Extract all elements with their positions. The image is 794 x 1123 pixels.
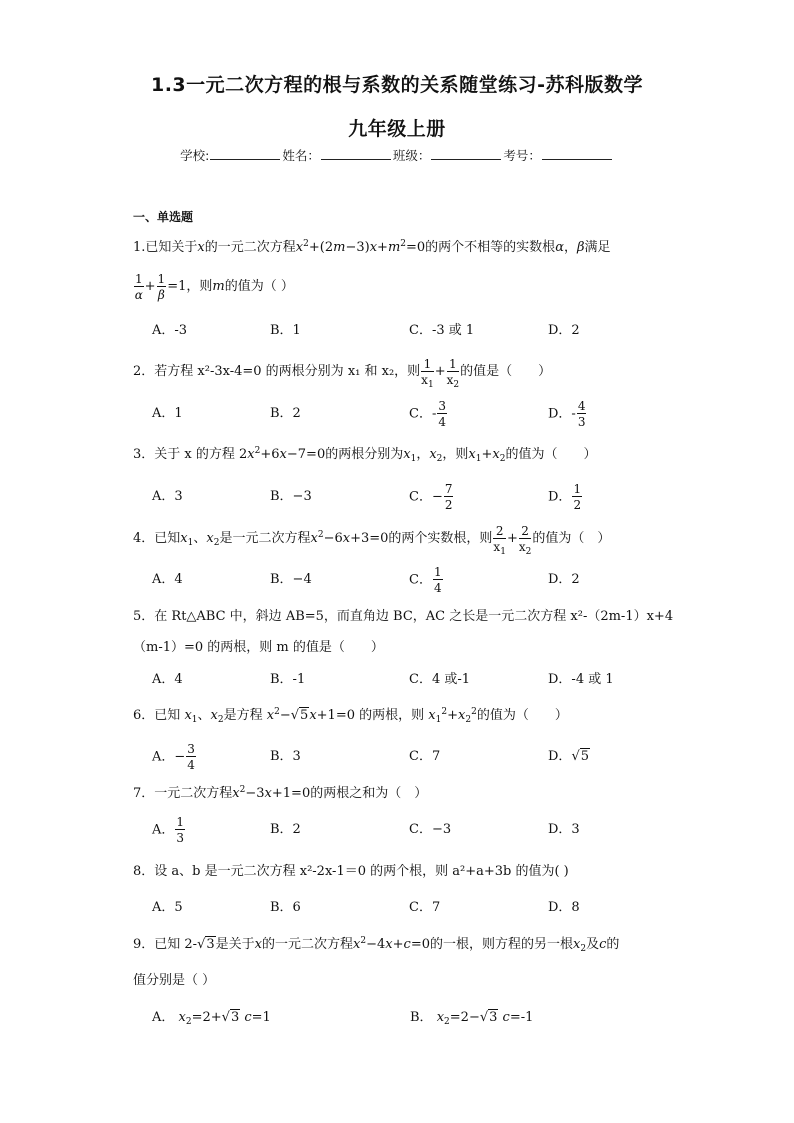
option-a[interactable]: A．-3 — [152, 323, 188, 338]
question-7: 7．一元二次方程$x^2-3x+1=0$的两根之和为（ ） — [133, 785, 428, 801]
section-heading: 一、单选题 — [133, 210, 194, 224]
question-3-options — [152, 483, 672, 511]
option-b[interactable]: B．−4 — [270, 572, 312, 587]
question-4: 4．已知$x_1$、$x_2$是一元二次方程$x^2-6x+3=0$的两个实数根，则 $\frac{2}{x_1}$ + $\frac{2}{x_2}$ 的值为（ ） — [133, 523, 611, 557]
option-a[interactable]: A．4 — [152, 672, 183, 687]
option-d[interactable]: D．- $\frac{4}{3}$ — [548, 399, 586, 429]
question-1-options — [152, 317, 672, 345]
question-2-options — [152, 400, 672, 428]
question-8-options — [152, 894, 672, 922]
option-a[interactable]: A．1 — [152, 406, 183, 421]
option-b[interactable]: B．2 — [270, 822, 301, 837]
option-c[interactable]: C．−3 — [409, 822, 452, 837]
question-1-line-2: $\frac{1}{\alpha}$ + $\frac{1}{\beta}$ =1，则m的值为（ ） — [134, 271, 294, 302]
option-d[interactable]: D．√5 — [548, 749, 590, 764]
name-blank[interactable] — [321, 148, 391, 160]
option-b[interactable]: B．6 — [270, 900, 301, 915]
option-a[interactable]: A．5 — [152, 900, 183, 915]
student-info-row — [0, 146, 794, 164]
option-c[interactable]: C．- $\frac{3}{4}$ — [409, 399, 446, 429]
option-d[interactable]: D．2 — [548, 323, 580, 338]
option-b[interactable]: B．2 — [270, 406, 301, 421]
option-c[interactable]: C．4 或-1 — [409, 672, 471, 687]
number-label: 考号： — [503, 148, 541, 163]
question-6: 6．已知 $x_1$、$x_2$是方程 $x^2-√5x+1=0$ 的两根，则 $x_1^2+x_2^2$的值为（ ） — [133, 707, 568, 725]
question-9: 9．已知 2-√3是关于x的一元二次方程$x^2-4x+c=0$的一根，则方程的另一根$x_2$及c的 — [133, 936, 620, 954]
question-8: 8．设 a、b 是一元二次方程 x²-2x-1＝0 的两个根，则 a²+a+3b 的值为( ) — [133, 864, 569, 879]
question-4-options — [152, 566, 672, 594]
question-9-line-2: 值分别是（ ） — [133, 973, 216, 988]
option-a[interactable]: A．3 — [152, 489, 183, 504]
option-a[interactable]: A．− $\frac{3}{4}$ — [152, 742, 195, 772]
question-9-options — [152, 1004, 672, 1032]
question-6-options — [152, 743, 672, 771]
fraction-1-beta: $\frac{1}{\beta}$ — [157, 271, 166, 302]
school-label: 学校: — [180, 148, 210, 163]
class-blank[interactable] — [431, 148, 501, 160]
question-5: 5．在 Rt△ABC 中，斜边 AB=5，而直角边 BC，AC 之长是一元二次方程 x²-（2m-1）x+4 — [133, 609, 674, 624]
option-d[interactable]: D．-4 或 1 — [548, 672, 614, 687]
number-blank[interactable] — [542, 148, 612, 160]
option-a[interactable]: A． $x_2=2+√3$ c=1 — [152, 1010, 271, 1027]
option-c[interactable]: C．-3 或 1 — [409, 323, 475, 338]
question-7-options — [152, 816, 672, 844]
option-b[interactable]: B．−3 — [270, 489, 312, 504]
question-1: 1.已知关于x的一元二次方程$x^2+(2m-3)x+m^2=0$的两个不相等的实数根α，β满足 — [133, 239, 611, 255]
school-blank[interactable] — [210, 148, 280, 160]
option-d[interactable]: D．8 — [548, 900, 580, 915]
option-d[interactable]: D．2 — [548, 572, 580, 587]
option-b[interactable]: B．1 — [270, 323, 301, 338]
option-b[interactable]: B．3 — [270, 749, 301, 764]
option-b[interactable]: B．-1 — [270, 672, 306, 687]
page-title-line-2: 九年级上册 — [348, 118, 446, 140]
option-d[interactable]: D．3 — [548, 822, 580, 837]
option-c[interactable]: C．7 — [409, 749, 441, 764]
question-5-line-2: （m-1）=0 的两根，则 m 的值是（ ） — [133, 640, 384, 655]
fraction-1-alpha: $\frac{1}{\alpha}$ — [134, 271, 143, 302]
option-c[interactable]: C． $\frac{1}{4}$ — [409, 565, 442, 595]
question-2: 2．若方程 x²-3x-4=0 的两根分别为 x₁ 和 x₂，则 $\frac{1}{x_1}$ + $\frac{1}{x_2}$ 的值是（ ） — [133, 356, 552, 390]
name-label: 姓名： — [282, 148, 320, 163]
option-b[interactable]: B． $x_2=2-√3$ c=-1 — [410, 1010, 534, 1027]
option-c[interactable]: C．7 — [409, 900, 441, 915]
page-title-line-1: 1.3一元二次方程的根与系数的关系随堂练习-苏科版数学 — [150, 74, 644, 96]
option-c[interactable]: C．− $\frac{7}{2}$ — [409, 482, 453, 512]
question-3: 3．关于 x 的方程 $2x^2+6x-7=0$的两根分别为$x_1$，$x_2$，则$x_1+x_2$的值为（ ） — [133, 446, 597, 464]
class-label: 班级： — [392, 148, 431, 163]
question-5-options — [152, 666, 672, 694]
option-d[interactable]: D． $\frac{1}{2}$ — [548, 482, 582, 512]
option-a[interactable]: A．4 — [152, 572, 183, 587]
option-a[interactable]: A． $\frac{1}{3}$ — [152, 815, 185, 845]
